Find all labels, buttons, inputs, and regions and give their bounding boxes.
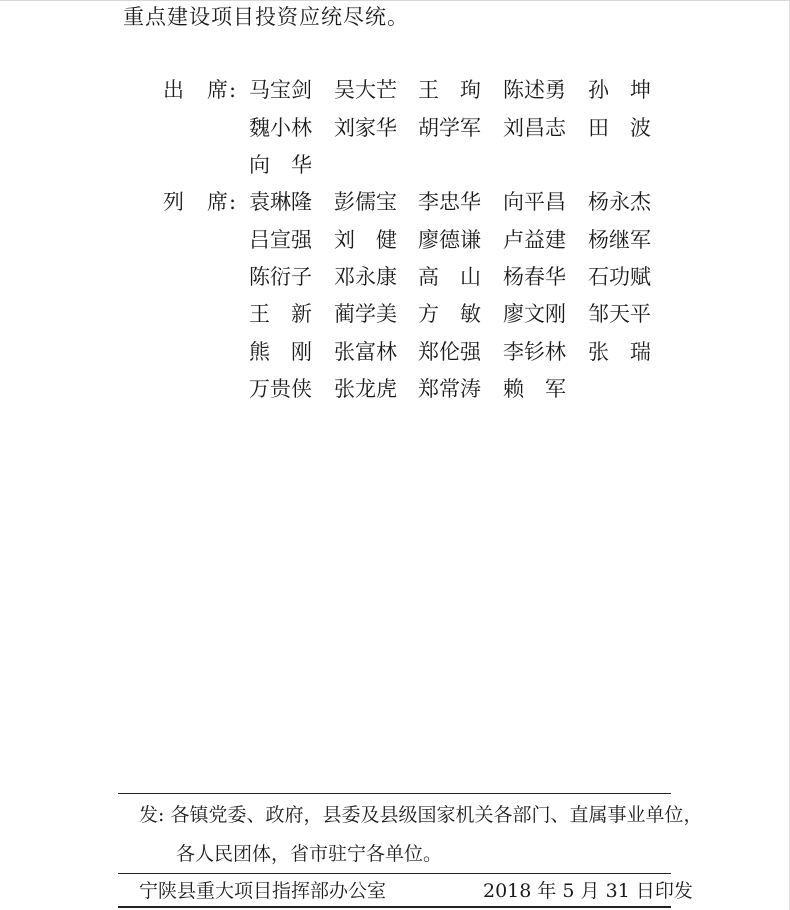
observer-name: 刘 健 <box>334 228 397 252</box>
observer-name: 郑常涛 <box>418 377 481 401</box>
distribution-divider-rule <box>118 873 671 874</box>
observer-name: 方 敏 <box>418 302 481 326</box>
attendees-label-char-2: 席 <box>207 78 228 102</box>
attendee-name: 魏小林 <box>249 116 312 140</box>
observer-name: 郑伦强 <box>418 340 481 364</box>
attendee-name: 刘家华 <box>334 116 397 140</box>
attendee-name: 王 珣 <box>418 78 481 102</box>
observer-name: 李忠华 <box>418 190 481 214</box>
attendee-name: 陈述勇 <box>503 78 566 102</box>
issue-date: 2018 年 5 月 31 日印发 <box>483 880 693 902</box>
distribution-recipients-2: 各人民团体，省市驻宁各单位。 <box>176 843 443 865</box>
observer-name: 高 山 <box>418 265 481 289</box>
attendees-label-colon: : <box>229 78 237 102</box>
observer-name: 石功赋 <box>588 265 651 289</box>
attendees-label <box>163 75 236 105</box>
observer-name: 万贵侠 <box>249 377 312 401</box>
observer-name: 袁琳隆 <box>249 190 312 214</box>
observer-name: 蔺学美 <box>334 302 397 326</box>
distribution-recipients-1: 各镇党委、政府，县委及县级国家机关各部门、直属事业单位， <box>170 804 703 826</box>
observer-name: 李钐林 <box>503 340 566 364</box>
attendee-name: 孙 坤 <box>588 78 651 102</box>
attendee-name: 田 波 <box>588 116 651 140</box>
observer-name: 卢益建 <box>503 228 566 252</box>
attendee-name: 刘昌志 <box>503 116 566 140</box>
observer-name: 吕宣强 <box>249 228 312 252</box>
lead-paragraph: 重点建设项目投资应统尽统。 <box>123 5 409 29</box>
observer-name: 邹天平 <box>588 302 651 326</box>
attendee-name: 马宝剑 <box>249 78 312 102</box>
observer-name: 彭儒宝 <box>334 190 397 214</box>
observers-label-char-1: 列 <box>163 190 184 214</box>
observer-name: 张富林 <box>334 340 397 364</box>
observer-name: 王 新 <box>249 302 312 326</box>
attendee-name: 胡学军 <box>418 116 481 140</box>
attendee-name: 向 华 <box>249 153 312 177</box>
distribution-top-rule <box>118 793 671 794</box>
distribution-label: 发: <box>139 804 165 826</box>
attendees-label-char-1: 出 <box>163 78 184 102</box>
footer-bottom-rule <box>118 906 671 908</box>
observer-name: 廖文刚 <box>503 302 566 326</box>
observers-label-colon: : <box>229 190 237 214</box>
observer-name: 杨春华 <box>503 265 566 289</box>
observer-name: 杨继军 <box>588 228 651 252</box>
observer-name: 熊 刚 <box>249 340 312 364</box>
distribution-line-1 <box>139 800 702 830</box>
observer-name: 向平昌 <box>503 190 566 214</box>
observers-label <box>163 187 236 217</box>
observer-name: 陈衍子 <box>249 265 312 289</box>
observers-label-char-2: 席 <box>207 190 228 214</box>
attendee-name: 吴大芒 <box>334 78 397 102</box>
observer-name: 杨永杰 <box>588 190 651 214</box>
observer-name: 邓永康 <box>334 265 397 289</box>
observer-name: 廖德谦 <box>418 228 481 252</box>
issuing-office: 宁陕县重大项目指挥部办公室 <box>139 880 387 902</box>
observer-name: 赖 军 <box>503 377 566 401</box>
observer-name: 张龙虎 <box>334 377 397 401</box>
observer-name: 张 瑞 <box>588 340 651 364</box>
